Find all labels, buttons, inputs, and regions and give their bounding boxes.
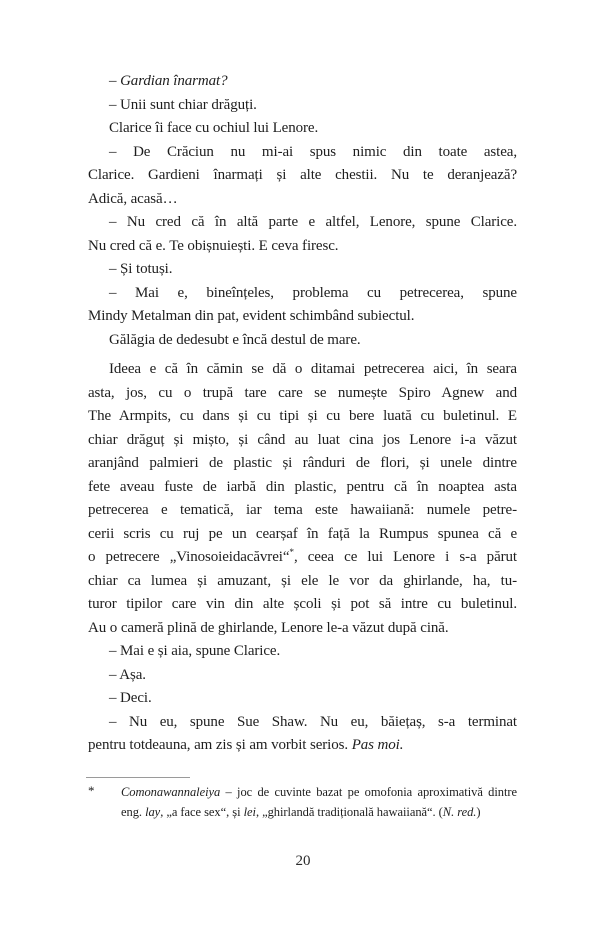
text-line: fete aveau fuste de iarbă din plastic, pentru că în noaptea asta	[88, 478, 517, 495]
text-line: – Gardian înarmat?	[109, 73, 228, 89]
paragraph	[88, 640, 517, 664]
text-line: pentru totdeauna, am zis și am vorbit serios. Pas moi.	[88, 737, 404, 753]
text-line: chiar drăguț și mișto, și când au luat cina jos Lenore i-a văzut	[88, 431, 517, 448]
text-line: – Nu cred că în altă parte e altfel, Lenore, spune Clarice.	[109, 214, 517, 230]
text-line: – De Crăciun nu mi-ai spus nimic din toate astea,	[109, 143, 517, 160]
text-line: o petrecere „Vinosoieidacăvrei“*, ceea ce lui Lenore i s-a părut	[88, 548, 517, 565]
paragraph	[88, 258, 517, 282]
paragraph	[88, 211, 517, 258]
text-line: – Nu eu, spune Sue Shaw. Nu eu, băiețaș, s-a terminat	[109, 713, 517, 730]
text-line: Mindy Metalman din pat, evident schimbând subiectul.	[88, 308, 415, 324]
text-line: – Așa.	[109, 666, 146, 683]
text-line: – Și totuși.	[109, 261, 173, 277]
paragraph	[88, 329, 517, 353]
text-line: Comonawannaleiya – joc de cuvinte bazat pe omofonia aproximativă dintre	[121, 785, 517, 799]
text-line: Ideea e că în cămin se dă o ditamai petrecerea aici, în seara	[109, 361, 517, 377]
text-line: Adică, acasă…	[88, 190, 178, 207]
footnote-text	[121, 782, 517, 822]
text-line: cerii scris cu ruj pe un cearșaf în față la Rumpus spunea că e	[88, 525, 517, 542]
text-line: Au o cameră plină de ghirlande, Lenore le-a văzut după cină.	[88, 619, 449, 636]
text-line: – Unii sunt chiar drăguți.	[109, 96, 257, 113]
footnote-separator	[86, 777, 190, 778]
text-line: – Mai e, bineînțeles, problema cu petrecerea, spune	[109, 284, 517, 301]
footnote-marker: *	[88, 783, 95, 798]
body-text	[88, 70, 517, 758]
paragraph	[88, 687, 517, 711]
text-line: turor tipilor care vin din alte școli și pot să intre cu buletinul.	[88, 596, 517, 612]
paragraph	[88, 70, 517, 94]
text-line: Nu cred că e. Te obișnuiești. E ceva firesc.	[88, 237, 339, 254]
text-line: Clarice îi face cu ochiul lui Lenore.	[109, 120, 319, 136]
paragraph	[88, 664, 517, 688]
text-line: – Mai e și aia, spune Clarice.	[109, 643, 281, 659]
paragraph	[88, 94, 517, 118]
text-line: Clarice. Gardieni înarmați și alte chestii. Nu te deranjează?	[88, 167, 517, 183]
page-number: 20	[295, 853, 311, 869]
paragraph	[88, 282, 517, 329]
text-line: petrecerea e tematică, iar tema este hawaiiană: numele petre-	[88, 502, 517, 518]
paragraph	[88, 711, 517, 758]
text-line: chiar ca lumea și amuzant, și ele le vor da ghirlande, ha, tu-	[88, 572, 517, 589]
paragraph	[88, 358, 517, 640]
text-line: asta, jos, cu o trupă tare care se numește Spiro Agnew and	[88, 384, 517, 401]
text-line: – Deci.	[109, 690, 152, 706]
text-line: The Armpits, cu dans și cu tipi și cu bere luată cu buletinul. E	[88, 408, 517, 424]
paragraph	[88, 141, 517, 212]
footnote	[88, 782, 517, 822]
paragraph	[88, 117, 517, 141]
text-line: Gălăgia de dedesubt e încă destul de mare.	[109, 331, 361, 348]
text-line: aranjând palmieri de plastic și rânduri de flori, și unele dintre	[88, 455, 517, 471]
text-line: eng. lay, „a face sex“, și lei, „ghirlandă tradițională hawaiiană“. (N. red.)	[121, 805, 481, 819]
